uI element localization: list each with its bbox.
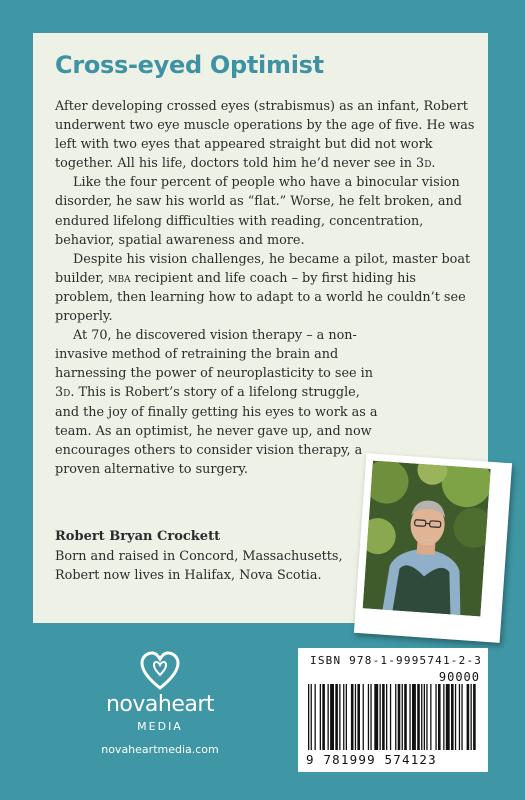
barcode-bar [395,684,396,750]
barcode-bar [357,684,360,750]
barcode-bar [435,684,436,750]
barcode-bar [426,684,427,750]
author-name: Robert Bryan Crockett [55,529,221,544]
publisher-logo [100,650,220,696]
author-photo [354,453,512,643]
barcode-bar [390,684,391,750]
barcode-bar [471,684,472,750]
barcode-bar [363,684,364,750]
barcode-bar [322,684,325,750]
barcode-bar [339,684,340,750]
author-bio-line-1: Born and raised in Concord, Massachusetts, [55,549,343,564]
paragraph-4: At 70, he discovered vision therapy – a non-invasive method of retraining the brain and harnessing the power of neuroplasticity to see in 3d. This is Robert’s story of a lifelong struggle, and the joy of finally getting his eyes to work as a team. As an optimist, he never gave up, and now encourages others to consider vision therapy, a proven alternative to surgery. [55,328,378,477]
heart-logo-icon [140,650,180,692]
price-code: 90000 [438,670,480,684]
publisher-website: novaheartmedia.com [101,743,219,756]
author-bio-line-2: Robert now lives in Halifax, Nova Scotia. [55,568,322,584]
paragraph-2: Like the four percent of people who have a binocular vision disorder, he saw his world as “flat.” Worse, he felt broken, and endured lifelong difficulties with reading, concentration, behavior, spatial awareness and more. [55,175,462,248]
barcode-bar [380,684,381,750]
barcode-bar [351,684,354,750]
barcode-bar [370,684,371,750]
paragraph-1: After developing crossed eyes (strabismus) as an infant, Robert underwent two eye muscle operations by the age of five. He was left with two eyes that appeared straight but did not work together. All his life, doctors told him he’d never see in 3d. [55,99,475,172]
barcode-bar [467,684,470,750]
barcode-bar [438,684,441,750]
barcode-bar [346,684,347,750]
barcode-bar [368,684,369,750]
barcode-bar [409,684,410,750]
barcode-bar [446,684,450,750]
barcode-bar [398,684,401,750]
ean-digits: 9 781999 574123 [306,752,437,767]
barcode-bar [459,684,460,750]
barcode-bar [308,684,309,750]
barcode-bar [386,684,387,750]
barcode-bar [374,684,378,750]
barcode-bar [473,684,476,750]
barcode-bar [455,684,456,750]
barcode-bar [343,684,344,750]
barcode-bar [315,684,316,750]
barcode-bar [424,684,425,750]
paragraph-3: Despite his vision challenges, he became a pilot, master boat builder, mba recipient and life coach – by first hiding his problem, then learning how to adapt to a world he couldn’t see properly. [55,251,471,325]
barcode-bar [451,684,454,750]
barcode-bar [430,684,431,750]
barcode-bar [330,684,334,750]
publisher-name: novaheart [105,692,215,717]
barcode-bar [404,684,407,750]
barcode-bar [412,684,416,750]
book-title: Cross-eyed Optimist [55,51,324,79]
isbn-label: ISBN 978-1-9995741-2-3 [310,654,483,667]
barcode-bars [306,684,481,752]
barcode-bar [443,684,444,750]
barcode-bar [311,684,312,750]
barcode-bar [402,684,403,750]
barcode-box [298,648,488,772]
author-bio [55,547,355,585]
barcode-bar [328,684,329,750]
barcode-bar [382,684,385,750]
barcode-bar [421,684,422,750]
barcode-bar [335,684,338,750]
barcode-bar [320,684,321,750]
barcode-bar [355,684,356,750]
blurb [55,97,475,479]
barcode-bar [461,684,462,750]
barcode-bar [417,684,420,750]
publisher-media: MEDIA [137,720,183,733]
